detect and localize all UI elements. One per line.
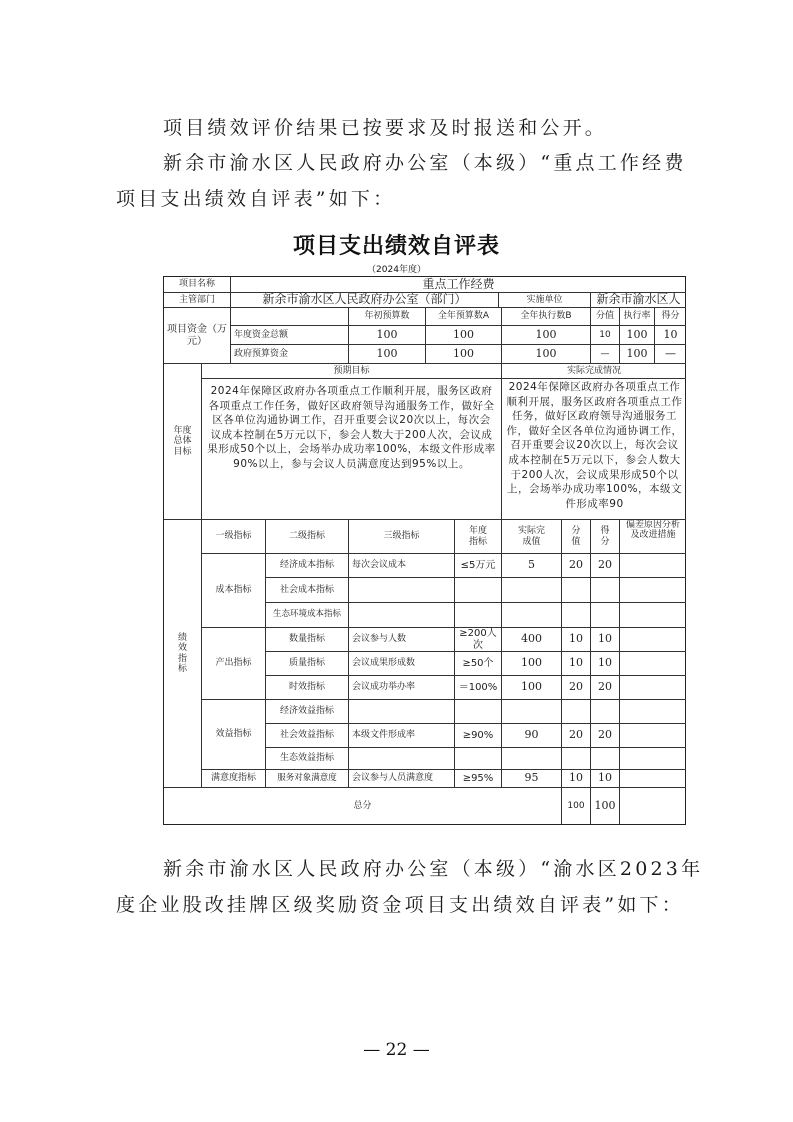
- project-name-label: 项目名称: [178, 279, 215, 290]
- perf-actual: [501, 577, 561, 602]
- perf-target: ≥95%: [454, 769, 501, 787]
- fund-header-initial: 年初预算数: [348, 307, 425, 325]
- perf-deviation: [619, 651, 686, 675]
- perf-value: [561, 577, 590, 602]
- expected-goal-header: 预期目标: [201, 363, 501, 378]
- perf-score: [590, 747, 619, 769]
- perf-deviation: [619, 553, 686, 577]
- perf-deviation: [619, 699, 686, 723]
- perf-header-value: 分值: [561, 519, 590, 553]
- paragraph-next-line2: 度企业股改挂牌区级奖励资金项目支出绩效自评表”如下：: [116, 894, 684, 916]
- perf-header-level3: 三级指标: [348, 519, 454, 553]
- table-year: （2024年度）: [367, 265, 426, 275]
- level1-cost: 成本指标: [201, 553, 265, 627]
- fund-row-gov-score: —: [654, 344, 686, 363]
- self-evaluation-table: [163, 276, 686, 825]
- perf-level2: 社会效益指标: [265, 723, 348, 747]
- perf-level2: 时效指标: [265, 675, 348, 699]
- perf-header-actual: 实际完成值: [501, 519, 561, 553]
- perf-value: [561, 747, 590, 769]
- perf-header-level2: 二级指标: [265, 519, 348, 553]
- perf-deviation: [619, 627, 686, 651]
- perf-score: 20: [590, 553, 619, 577]
- actual-result-header: 实际完成情况: [501, 363, 686, 378]
- fund-header-blank: [230, 307, 348, 325]
- perf-level3: 本级文件形成率: [348, 723, 454, 747]
- perf-target: [454, 747, 501, 769]
- perf-level2: 生态效益指标: [265, 747, 348, 769]
- perf-level2: 质量指标: [265, 651, 348, 675]
- fund-row-gov-initial: 100: [348, 344, 425, 363]
- perf-target: ≥200人次: [454, 627, 501, 651]
- perf-actual: 100: [501, 651, 561, 675]
- impl-value: 新余市渝水区人: [590, 292, 686, 307]
- page-number: — 22 —: [363, 1040, 430, 1060]
- perf-value: 10: [561, 627, 590, 651]
- perf-value: 20: [561, 675, 590, 699]
- perf-header-target: 年度指标: [454, 519, 501, 553]
- paragraph-next-line1: 新余市渝水区人民政府办公室（本级）“渝水区2023年: [163, 858, 704, 880]
- fund-row-gov-score-value: —: [590, 344, 619, 363]
- perf-actual: [501, 699, 561, 723]
- perf-actual: 90: [501, 723, 561, 747]
- perf-value: [561, 602, 590, 627]
- perf-value: 10: [561, 651, 590, 675]
- level1-output: 产出指标: [201, 627, 265, 699]
- perf-score: 20: [590, 723, 619, 747]
- fund-row-total-annual: 100: [425, 325, 501, 344]
- perf-level3: [348, 602, 454, 627]
- paragraph-intro-line1: 新余市渝水区人民政府办公室（本级）“重点工作经费: [163, 152, 687, 174]
- perf-level2: 社会成本指标: [265, 577, 348, 602]
- fund-row-total-label: 年度资金总额: [230, 325, 348, 344]
- perf-actual: [501, 602, 561, 627]
- fund-row-gov-rate: 100: [619, 344, 654, 363]
- level1-benefit: 效益指标: [201, 699, 265, 769]
- fund-header-score: 得分: [654, 307, 686, 325]
- fund-header-score-value: 分值: [590, 307, 619, 325]
- dept-label: 主管部门: [164, 292, 230, 307]
- perf-value: 20: [561, 723, 590, 747]
- perf-target: ≥90%: [454, 723, 501, 747]
- total-deviation: [619, 787, 686, 824]
- total-score: 100: [590, 787, 619, 824]
- perf-score: [590, 577, 619, 602]
- total-label: 总分: [164, 787, 561, 824]
- perf-level2: 经济成本指标: [265, 553, 348, 577]
- fund-row-total-initial: 100: [348, 325, 425, 344]
- perf-header-level1: 一级指标: [201, 519, 265, 553]
- fund-row-gov-label: 政府预算资金: [230, 344, 348, 363]
- perf-level3: 每次会议成本: [348, 553, 454, 577]
- perf-score: 10: [590, 769, 619, 787]
- impl-label: 实施单位: [498, 292, 590, 307]
- perf-deviation: [619, 675, 686, 699]
- perf-deviation: [619, 723, 686, 747]
- perf-level2: 生态环境成本指标: [265, 602, 348, 627]
- perf-actual: [501, 747, 561, 769]
- perf-level3: [348, 699, 454, 723]
- perf-target: [454, 699, 501, 723]
- perf-value: 10: [561, 769, 590, 787]
- perf-actual: 5: [501, 553, 561, 577]
- expected-goal-text: 2024年保障区政府办各项重点工作顺利开展，服务区政府各项重点工作任务，做好区政府领导沟通服务工作，做好全区各单位沟通协调工作，召开重要会议20次以上，每次会议成本控制在5万元以下，参会人数大于200人次，会议成果形成50个以上，会场举办成功率100%，本级文件形成率90%以上，参与会议人员满意度达到95%以上。: [201, 378, 501, 519]
- perf-level2: 数量指标: [265, 627, 348, 651]
- perf-level3: 会议成果形成数: [348, 651, 454, 675]
- fund-row-total-executed: 100: [501, 325, 590, 344]
- perf-target: ≤5万元: [454, 553, 501, 577]
- perf-target: [454, 577, 501, 602]
- perf-level3: 会议成功举办率: [348, 675, 454, 699]
- fund-row-total-score: 10: [654, 325, 686, 344]
- perf-level2: 经济效益指标: [265, 699, 348, 723]
- perf-score: 20: [590, 675, 619, 699]
- fund-label: 项目资金（万元）: [164, 307, 230, 363]
- project-name-value: 重点工作经费: [230, 277, 686, 292]
- fund-header-rate: 执行率: [619, 307, 654, 325]
- perf-level3: 会议参与人数: [348, 627, 454, 651]
- perf-target: [454, 602, 501, 627]
- perf-actual: 95: [501, 769, 561, 787]
- fund-row-total-score-value: 10: [590, 325, 619, 344]
- fund-row-gov-annual: 100: [425, 344, 501, 363]
- perf-level2: 服务对象满意度: [265, 769, 348, 787]
- perf-score: [590, 602, 619, 627]
- level1-satisfaction: 满意度指标: [201, 769, 265, 787]
- total-value: 100: [561, 787, 590, 824]
- perf-actual: 400: [501, 627, 561, 651]
- perf-score: [590, 699, 619, 723]
- perf-actual: 100: [501, 675, 561, 699]
- dept-value: 新余市渝水区人民政府办公室（部门）: [230, 292, 498, 307]
- annual-goal-label: 年度总体目标: [164, 363, 201, 519]
- perf-target: ＝100%: [454, 675, 501, 699]
- performance-label: 绩效指标: [164, 519, 201, 787]
- perf-deviation: [619, 747, 686, 769]
- perf-score: 10: [590, 627, 619, 651]
- perf-score: 10: [590, 651, 619, 675]
- perf-value: [561, 699, 590, 723]
- perf-header-deviation: 偏差原因分析及改进措施: [619, 519, 686, 553]
- paragraph-publication: 项目绩效评价结果已按要求及时报送和公开。: [163, 117, 608, 139]
- perf-level3: [348, 577, 454, 602]
- perf-target: ≥50个: [454, 651, 501, 675]
- perf-header-score: 得分: [590, 519, 619, 553]
- actual-result-text: 2024年保障区政府办各项重点工作顺利开展，服务区政府各项重点工作任务，做好区政府领导沟通服务工作，做好全区各单位沟通协调工作，召开重要会议20次以上，每次会议成本控制在5万元以下，参会人数大于200人次，会议成果形成50个以上，会场举办成功率100%，本级文件形成率90: [501, 378, 686, 519]
- table-title: 项目支出绩效自评表: [292, 233, 500, 259]
- perf-value: 20: [561, 553, 590, 577]
- fund-header-executed: 全年执行数B: [501, 307, 590, 325]
- perf-level3: [348, 747, 454, 769]
- perf-deviation: [619, 602, 686, 627]
- perf-deviation: [619, 577, 686, 602]
- paragraph-intro-line2: 项目支出绩效自评表”如下：: [116, 188, 396, 210]
- perf-level3: 会议参与人员满意度: [348, 769, 454, 787]
- fund-row-gov-executed: 100: [501, 344, 590, 363]
- fund-header-annual: 全年预算数A: [425, 307, 501, 325]
- perf-deviation: [619, 769, 686, 787]
- fund-row-total-rate: 100: [619, 325, 654, 344]
